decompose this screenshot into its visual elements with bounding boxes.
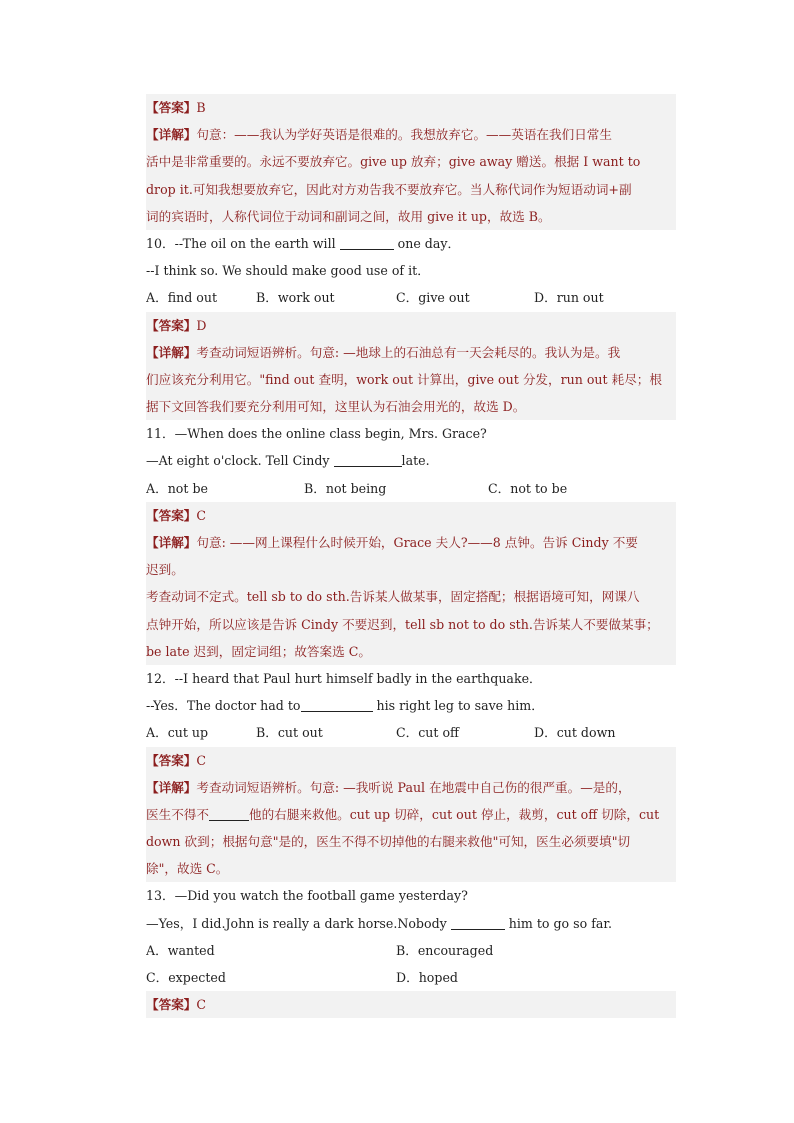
text-line [146, 502, 676, 529]
text-line [146, 148, 676, 175]
section-tag: 【详解】 [146, 779, 197, 795]
text-segment: him to go so far. [504, 915, 613, 931]
section-tag: 【答案】 [146, 317, 197, 333]
text-line [146, 176, 676, 203]
text-line [146, 828, 676, 855]
option: B．cut out [256, 725, 323, 741]
text-segment: B [196, 100, 206, 115]
text-segment: 11．—When does the online class begin, Mrs. Grace? [146, 426, 487, 442]
answer-block [146, 94, 676, 121]
text-line [146, 774, 676, 801]
text-segment: 考查动词短语辨析。句意: —我听说 Paul 在地震中自己伤的很严重。—是的， [196, 779, 631, 795]
text-segment: 们应该充分利用它。"find out 查明，work out 计算出，give out 分发，run out 耗尽；根 [146, 371, 662, 387]
text-segment: 除"，故选 C。 [146, 861, 229, 877]
text-segment: 他的右腿来救他。cut up 切碎，cut out 停止，裁剪，cut off 切除，cut [248, 806, 660, 822]
text-segment: 医生不得不 [146, 806, 209, 822]
text-line [146, 556, 676, 583]
text-segment: 句意: ——网上课程什么时候开始，Grace 夫人?——8 点钟。告诉 Cindy 不要 [196, 535, 638, 550]
text-line [146, 583, 676, 610]
text-segment: one day． [393, 235, 461, 251]
text-line [146, 991, 676, 1018]
text-line [146, 447, 676, 474]
answer-blank [209, 806, 249, 821]
options-row [146, 284, 676, 311]
option: B．not being [304, 480, 387, 496]
text-segment: 考查动词不定式。tell sb to do sth.告诉某人做某事，固定搭配；根据语境可知，网课八 [146, 589, 640, 605]
option: A．cut up [146, 725, 209, 741]
text-line [146, 230, 676, 257]
text-segment: —At eight o'clock. Tell Cindy [146, 453, 334, 469]
option: C．cut off [396, 725, 459, 741]
options-row [146, 475, 676, 502]
answer-block [146, 502, 676, 529]
options-row [146, 964, 676, 991]
text-line [146, 638, 676, 665]
text-segment: 点钟开始，所以应该是告诉 Cindy 不要迟到，tell sb not to do sth.告诉某人不要做某事； [146, 616, 659, 632]
text-segment: C [196, 997, 207, 1013]
answer-blank [334, 452, 402, 467]
text-line [146, 855, 676, 882]
answer-blank [340, 235, 394, 250]
answer-blank [301, 697, 373, 712]
option: A．not be [146, 480, 208, 496]
option: C．expected [146, 970, 226, 985]
section-tag: 【答案】 [146, 100, 197, 115]
text-line [146, 801, 676, 828]
text-segment: C [196, 752, 207, 768]
section-tag: 【答案】 [146, 507, 197, 523]
document-page [146, 94, 676, 1018]
text-segment: drop it.可知我想要放弃它，因此对方劝告我不要放弃它。当人称代词作为短语动词+副 [146, 181, 632, 197]
question [146, 230, 676, 284]
answer-block [146, 747, 676, 774]
text-line [146, 366, 676, 393]
text-segment: 13．—Did you watch the football game yesterday? [146, 888, 468, 904]
text-segment: D [196, 317, 207, 333]
section-tag: 【详解】 [146, 344, 197, 360]
option: D．cut down [534, 725, 616, 741]
text-segment: his right leg to save him． [372, 698, 544, 714]
text-line [146, 529, 676, 556]
text-segment: be late 迟到，固定词组；故答案选 C。 [146, 643, 371, 659]
text-line [146, 393, 676, 420]
option: A．wanted [146, 942, 215, 958]
text-segment: 词的宾语时，人称代词位于动词和副词之间，故用 give it up，故选 B。 [146, 208, 551, 224]
text-segment: down 砍到；根据句意"是的，医生不得不切掉他的右腿来救他"可知，医生必须要填"切 [146, 834, 631, 850]
section-tag: 【答案】 [146, 997, 197, 1013]
section-tag: 【详解】 [146, 535, 197, 550]
text-segment: late. [401, 453, 430, 469]
explanation-block [146, 339, 676, 421]
text-segment: —Yes，I did.John is really a dark horse.Nobody [146, 915, 451, 931]
text-segment: 考查动词短语辨析。句意: —地球上的石油总有一天会耗尽的。我认为是。我 [196, 344, 621, 360]
explanation-block [146, 774, 676, 883]
text-line [146, 257, 676, 284]
question [146, 882, 676, 936]
option: A．find out [146, 290, 218, 306]
text-segment: 句意：——我认为学好英语是很难的。我想放弃它。——英语在我们日常生 [196, 127, 612, 143]
option: C．not to be [488, 480, 568, 496]
text-line [146, 747, 676, 774]
text-segment: --I think so. We should make good use of it． [146, 263, 430, 279]
option: D．run out [534, 290, 604, 306]
text-segment: 迟到。 [146, 562, 184, 578]
section-tag: 【详解】 [146, 127, 197, 143]
text-line [146, 420, 676, 447]
text-line [146, 611, 676, 638]
text-segment: 12．--I heard that Paul hurt himself badly in the earthquake． [146, 670, 542, 686]
text-segment: C [196, 507, 207, 523]
options-row [146, 719, 676, 746]
option: C．give out [396, 290, 470, 306]
text-segment: 活中是非常重要的。永远不要放弃它。give up 放弃；give away 赠送。根据 I want to [146, 154, 641, 170]
text-line [146, 882, 676, 909]
explanation-block [146, 121, 676, 230]
question [146, 665, 676, 719]
explanation-block [146, 529, 676, 665]
answer-blank [451, 915, 505, 930]
question [146, 420, 676, 474]
text-line [146, 910, 676, 937]
text-line [146, 692, 676, 719]
options-row [146, 937, 676, 964]
text-line [146, 665, 676, 692]
text-segment: 据下文回答我们要充分利用可知，这里认为石油会用光的，故选 D。 [146, 399, 526, 415]
text-line [146, 339, 676, 366]
text-line [146, 121, 676, 148]
option: B．encouraged [396, 942, 494, 958]
option: B．work out [256, 290, 335, 306]
text-line [146, 94, 676, 121]
text-segment: 10．--The oil on the earth will [146, 235, 340, 251]
section-tag: 【答案】 [146, 752, 197, 768]
answer-block [146, 312, 676, 339]
text-line [146, 312, 676, 339]
text-line [146, 203, 676, 230]
option: D．hoped [396, 970, 458, 985]
text-segment: --Yes．The doctor had to [146, 698, 301, 714]
answer-block [146, 991, 676, 1018]
